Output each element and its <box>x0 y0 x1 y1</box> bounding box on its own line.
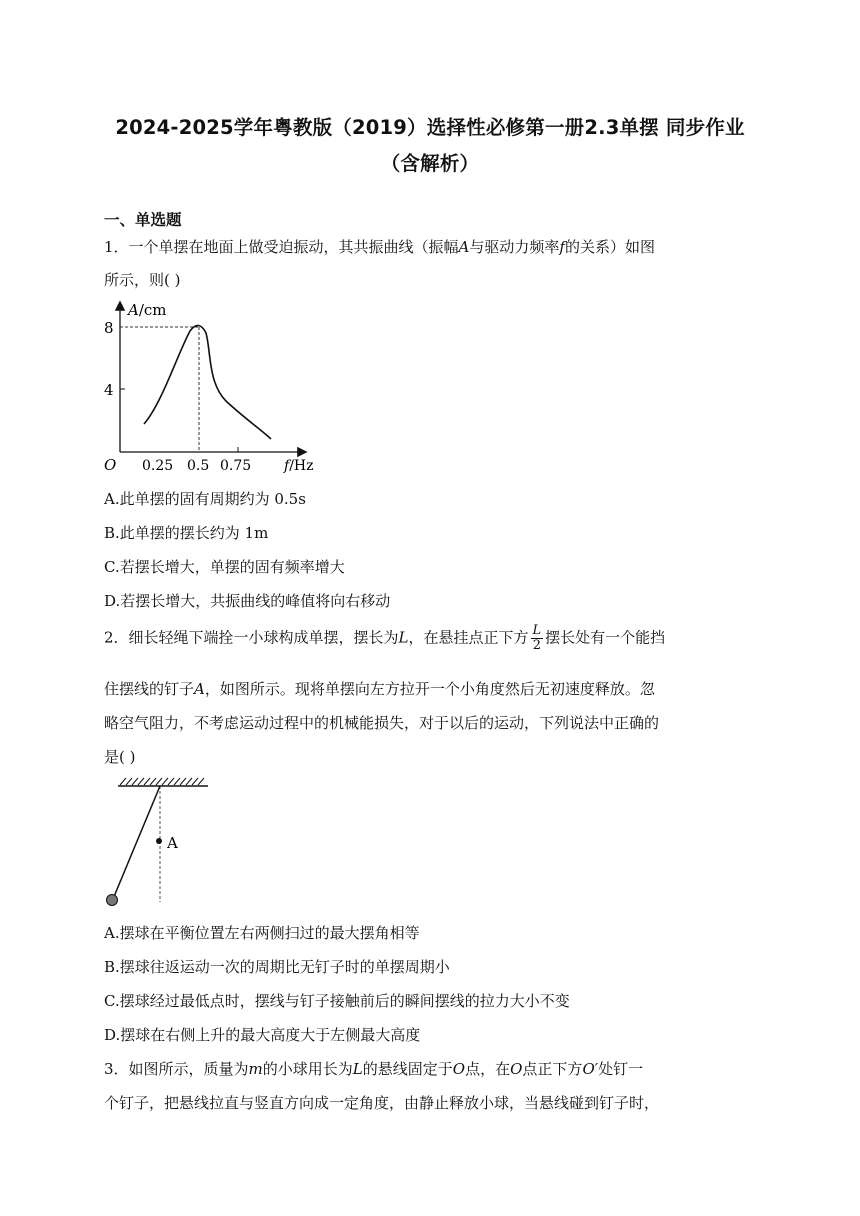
q1-stem-line1 <box>104 236 655 257</box>
q1-x-axis-label: f/Hz <box>284 458 314 474</box>
q1-text: 1．一个单摆在地面上做受迫振动，其共振曲线（振幅 <box>104 238 459 256</box>
q2-fraction-denominator: 2 <box>532 638 541 653</box>
q1-var-a: A <box>458 238 470 256</box>
q2-fraction-numerator: L <box>532 623 542 638</box>
q1-x-tick-label-075: 0.75 <box>220 458 252 474</box>
q1-y-axis-label: A/cm <box>128 301 167 319</box>
q2-nail <box>156 838 162 844</box>
q3-text: 处钉一 <box>598 1060 644 1078</box>
q2-var-a: A <box>194 680 205 698</box>
q2-option-d[interactable]: D.摆球在右侧上升的最大高度大于左侧最大高度 <box>104 1026 421 1044</box>
q2-text: ，如图所示。现将单摆向左方拉开一个小角度然后无初速度释放。忽 <box>204 680 655 698</box>
q1-option-d[interactable]: D.若摆长增大，共振曲线的峰值将向右移动 <box>104 592 391 610</box>
q1-stem-line2: 所示，则( ) <box>104 271 181 289</box>
q3-var-o-prime: O′ <box>582 1060 599 1078</box>
q1-option-c[interactable]: C.若摆长增大，单摆的固有频率增大 <box>104 558 345 576</box>
q3-text: 3．如图所示，质量为 <box>104 1060 249 1078</box>
q1-resonance-curve <box>144 325 271 439</box>
q2-text: ，在悬挂点正下方 <box>408 628 529 647</box>
q2-option-c[interactable]: C.摆球经过最低点时，摆线与钉子接触前后的瞬间摆线的拉力大小不变 <box>104 992 570 1010</box>
q2-pendulum-string <box>113 786 160 899</box>
q2-stem-line3: 略空气阻力，不考虑运动过程中的机械能损失，对于以后的运动，下列说法中正确的 <box>104 714 660 732</box>
q2-var-l: L <box>398 628 409 647</box>
q2-option-b[interactable]: B.摆球往返运动一次的周期比无钉子时的单摆周期小 <box>104 958 450 976</box>
q2-text: 摆长处有一个能挡 <box>545 628 666 647</box>
q2-stem-line1 <box>104 624 665 653</box>
q1-var-f: f <box>559 238 565 256</box>
q1-origin-label: O <box>104 456 117 474</box>
q2-nail-label: A <box>167 834 178 852</box>
q1-resonance-curve-figure <box>100 295 330 477</box>
q3-stem-line1 <box>104 1058 643 1079</box>
q1-option-b[interactable]: B.此单摆的摆长约为 1m <box>104 524 269 542</box>
document-title: 2024-2025学年粤教版（2019）选择性必修第一册2.3单摆 同步作业 <box>115 116 745 139</box>
q2-stem-line4: 是( ) <box>104 748 136 766</box>
q2-text: 2．细长轻绳下端拴一小球构成单摆，摆长为 <box>104 628 399 647</box>
q3-var-o: O <box>452 1060 466 1078</box>
section-heading: 一、单选题 <box>104 211 182 229</box>
document-subtitle: （含解析） <box>380 152 480 175</box>
q2-text: 住摆线的钉子 <box>104 680 195 698</box>
q3-var-o: O <box>510 1060 523 1078</box>
q1-x-tick-label-05: 0.5 <box>187 458 210 474</box>
q2-fraction-l-over-2 <box>531 624 544 653</box>
q3-text: 的小球用长为 <box>262 1060 353 1078</box>
q1-text: 与驱动力频率 <box>469 238 560 256</box>
q3-text: 点正下方 <box>522 1060 583 1078</box>
q3-stem-line2: 个钉子，把悬线拉直与竖直方向成一定角度，由静止释放小球，当悬线碰到钉子时， <box>104 1094 660 1112</box>
q1-x-tick-label-025: 0.25 <box>142 458 174 474</box>
q1-text: 的关系）如图 <box>564 238 655 256</box>
q3-var-l: L <box>352 1060 363 1078</box>
q3-text: 点，在 <box>465 1060 511 1078</box>
q2-stem-line2 <box>104 678 655 699</box>
q2-ceiling-hatching <box>120 778 204 785</box>
q2-pendulum-figure <box>100 772 220 912</box>
q3-text: 的悬线固定于 <box>362 1060 453 1078</box>
q1-y-tick-label-4: 4 <box>104 381 114 399</box>
q1-option-a[interactable]: A.此单摆的固有周期约为 0.5s <box>104 490 306 508</box>
q2-option-a[interactable]: A.摆球在平衡位置左右两侧扫过的最大摆角相等 <box>104 924 420 942</box>
q1-y-tick-label-8: 8 <box>104 319 114 337</box>
q3-var-m: m <box>248 1060 263 1078</box>
q2-pendulum-bob <box>107 895 118 906</box>
